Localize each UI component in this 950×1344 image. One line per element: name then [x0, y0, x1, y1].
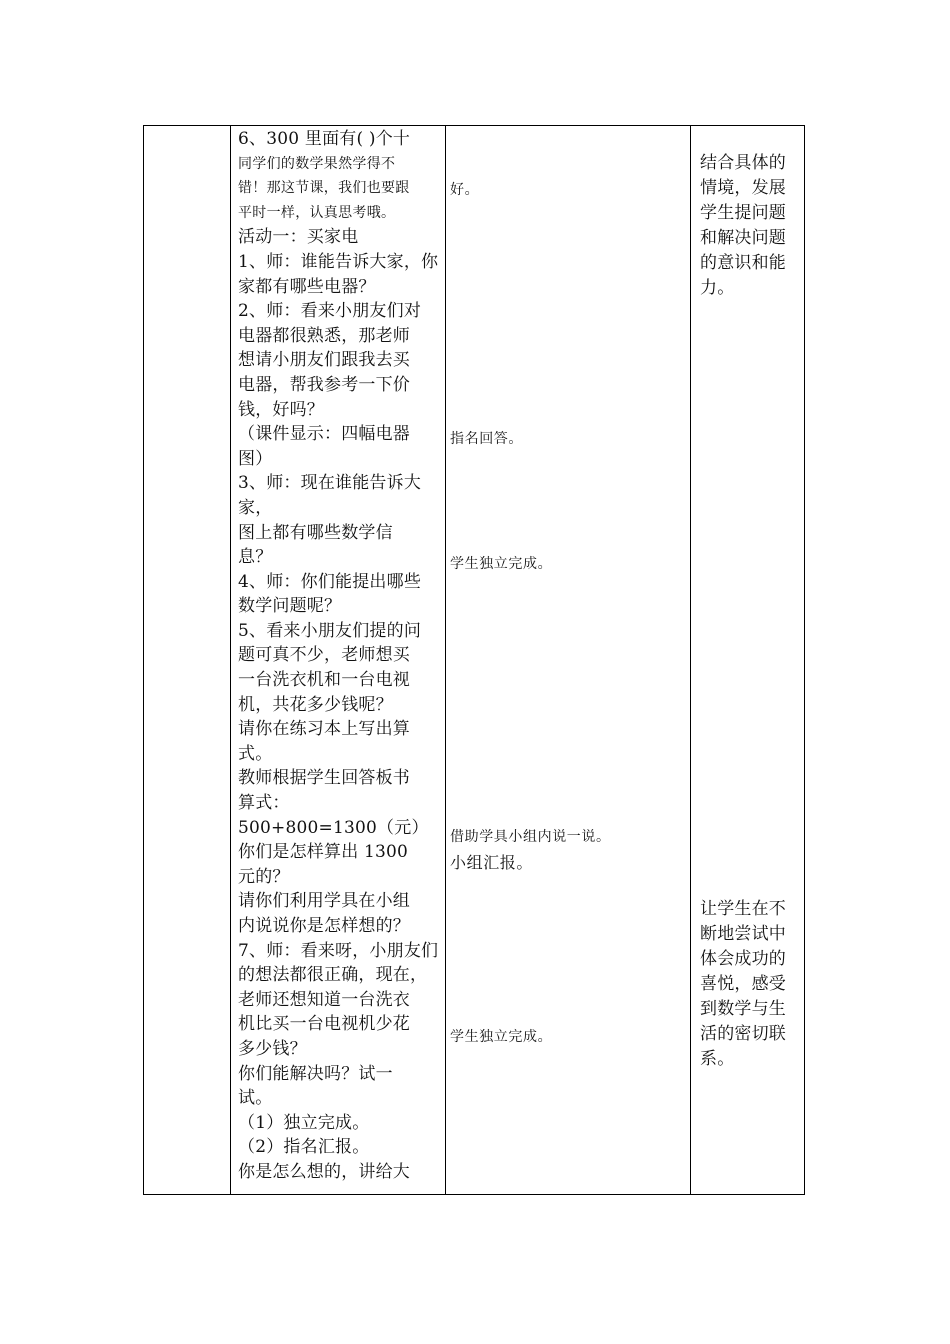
- design-intent-line: 系。: [700, 1049, 735, 1069]
- teacher-activity-line: 式。: [238, 743, 273, 764]
- student-note: 指名回答。: [450, 431, 523, 447]
- teacher-activity-line: 家都有哪些电器？: [238, 276, 376, 297]
- design-intent-line: 力。: [700, 278, 735, 298]
- design-intent-line: 让学生在不: [700, 899, 786, 919]
- design-intent-line: 结合具体的: [700, 153, 786, 173]
- teacher-activity-line: 5、看来小朋友们提的问: [238, 620, 422, 641]
- teacher-activity-line: 的想法都很正确，现在，: [238, 965, 428, 986]
- teacher-activity-line: 你是怎么想的，讲给大: [238, 1161, 410, 1182]
- teacher-activity-line: 6、300 里面有( )个十: [238, 129, 411, 149]
- column-divider: [445, 126, 446, 1194]
- student-activity-column: [450, 126, 686, 1194]
- lesson-plan-table: [143, 125, 805, 1195]
- teacher-activity-line: 多少钱？: [238, 1038, 307, 1059]
- teacher-activity-line: 请你在练习本上写出算: [238, 719, 410, 740]
- student-note: 学生独立完成。: [450, 1029, 553, 1045]
- design-intent-line: 活的密切联: [700, 1024, 786, 1044]
- teacher-activity-line: 你们是怎样算出 1300: [238, 842, 409, 863]
- teacher-activity-line: 错！那这节课，我们也要跟: [238, 180, 410, 197]
- design-intent-block: [700, 151, 786, 301]
- teacher-activity-line: 同学们的数学果然学得不: [238, 155, 396, 172]
- design-intent-line: 的意识和能: [700, 253, 786, 273]
- teacher-activity-line: 想请小朋友们跟我去买: [238, 350, 410, 371]
- design-intent-line: 体会成功的: [700, 949, 786, 969]
- student-note: 好。: [450, 182, 480, 198]
- design-intent-line: 断地尝试中: [700, 924, 786, 944]
- teacher-activity-line: 图上都有哪些数学信: [238, 522, 393, 543]
- teacher-activity-line: 试。: [238, 1088, 273, 1109]
- column-divider: [690, 126, 691, 1194]
- teacher-activity-line: 内说说你是怎样想的？: [238, 916, 410, 936]
- teacher-activity-line: 教师根据学生回答板书: [238, 768, 410, 789]
- teacher-activity-column: [238, 126, 438, 1194]
- design-intent-line: 喜悦，感受: [700, 974, 786, 994]
- teacher-activity-line: 机比买一台电视机少花: [238, 1014, 410, 1035]
- teacher-activity-line: 元的？: [238, 866, 290, 887]
- teacher-activity-line: 请你们利用学具在小组: [238, 891, 410, 912]
- student-note: 借助学具小组内说一说。: [450, 829, 611, 845]
- design-intent-line: 到数学与生: [700, 999, 786, 1019]
- student-note: 学生独立完成。: [450, 556, 553, 572]
- teacher-activity-line: 3、师：现在谁能告诉大: [238, 473, 422, 494]
- teacher-activity-line: 钱，好吗？: [238, 399, 324, 420]
- teacher-activity-line: 图）: [238, 448, 273, 469]
- teacher-activity-line: 数学问题呢？: [238, 596, 342, 617]
- teacher-activity-line: 7、师：看来呀，小朋友们: [238, 940, 439, 961]
- teacher-activity-line: 息？: [238, 547, 273, 568]
- design-intent-line: 情境，发展: [700, 178, 786, 198]
- teacher-activity-line: （2）指名汇报。: [238, 1137, 370, 1158]
- teacher-activity-line: 你们能解决吗？试一: [238, 1063, 393, 1084]
- teacher-activity-line: 题可真不少，老师想买: [238, 645, 410, 666]
- teacher-activity-line: 一台洗衣机和一台电视: [238, 670, 410, 691]
- student-note: 小组汇报。: [450, 853, 534, 872]
- teacher-activity-line: 500+800=1300（元）: [238, 817, 429, 838]
- teacher-activity-line: 活动一：买家电: [238, 227, 359, 248]
- design-intent-line: 学生提问题: [700, 203, 786, 223]
- design-intent-line: 和解决问题: [700, 228, 786, 248]
- design-intent-column: [700, 126, 804, 1194]
- column-divider: [230, 126, 231, 1194]
- teacher-activity-line: 机，共花多少钱呢？: [238, 694, 393, 715]
- teacher-activity-line: 老师还想知道一台洗衣: [238, 989, 410, 1010]
- teacher-activity-line: 算式：: [238, 793, 290, 814]
- teacher-activity-line: 4、师：你们能提出哪些: [238, 571, 422, 592]
- teacher-activity-line: 电器都很熟悉，那老师: [238, 325, 410, 346]
- teacher-activity-line: 1、师：谁能告诉大家，你: [238, 251, 439, 272]
- teacher-activity-line: （1）独立完成。: [238, 1112, 370, 1133]
- teacher-activity-line: （课件显示：四幅电器: [238, 424, 410, 445]
- teacher-activity-line: 2、师：看来小朋友们对: [238, 301, 422, 322]
- teacher-activity-line: 平时一样，认真思考哦。: [238, 204, 396, 221]
- design-intent-block: [700, 897, 786, 1072]
- teacher-activity-line: 家，: [238, 497, 273, 518]
- teacher-activity-line: 电器，帮我参考一下价: [238, 374, 410, 395]
